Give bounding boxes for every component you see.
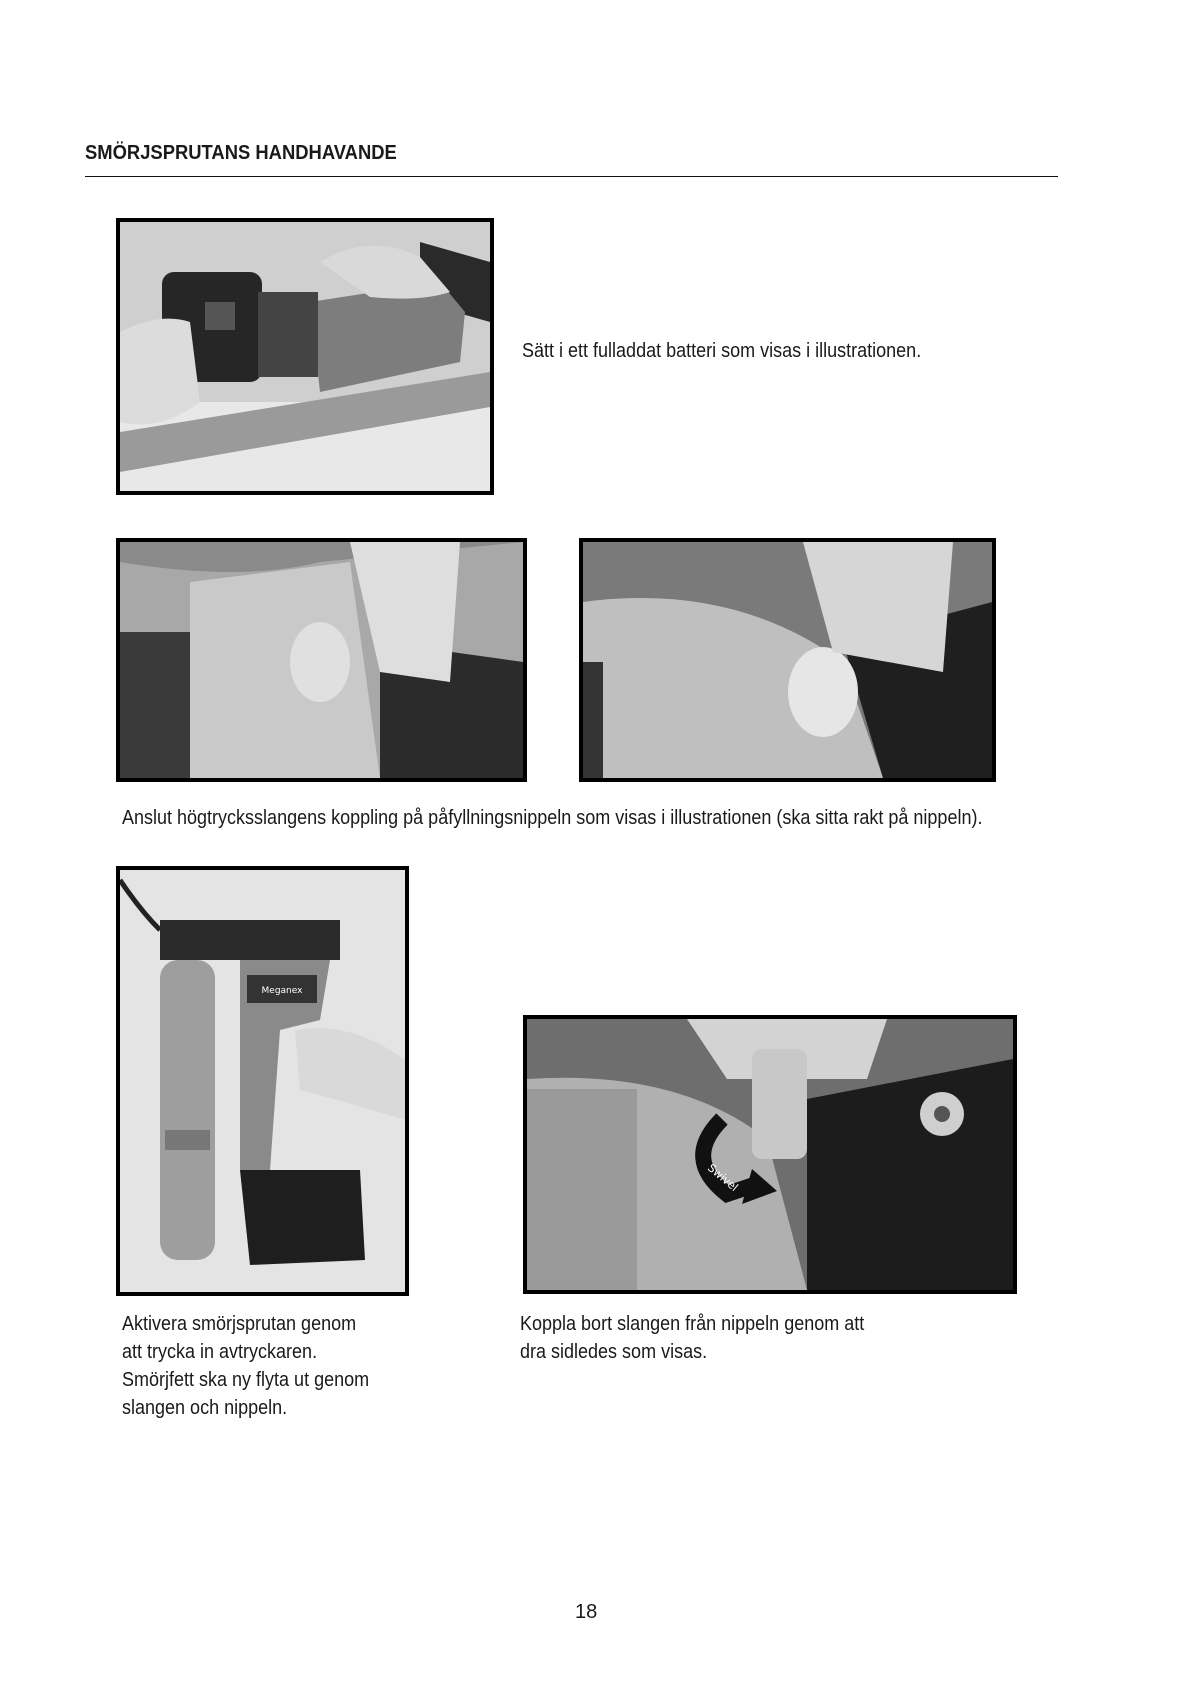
caption-insert-battery: Sätt i ett fulladdat batteri som visas i illustrationen. — [522, 340, 922, 362]
caption-disconnect — [520, 1310, 864, 1366]
swivel-label: Swivel — [705, 1161, 741, 1195]
disconnect-line-2: dra sidledes som visas. — [520, 1341, 708, 1363]
activate-line-4: slangen och nippeln. — [122, 1397, 288, 1419]
title-divider — [85, 176, 1058, 177]
activate-line-1: Aktivera smörjsprutan genom — [122, 1313, 357, 1335]
photo-connect-coupler-left — [116, 538, 527, 782]
page-title: SMÖRJSPRUTANS HANDHAVANDE — [85, 142, 397, 164]
photo-insert-battery — [116, 218, 494, 495]
caption-connect-hose: Anslut högtrycksslangens koppling på påfyllningsnippeln som visas i illustrationen (ska sitta rakt på nippeln). — [122, 807, 983, 829]
disconnect-line-1: Koppla bort slangen från nippeln genom att — [520, 1313, 865, 1335]
brand-label: Meganex — [261, 986, 303, 996]
photo-disconnect-swivel — [523, 1015, 1017, 1294]
caption-activate — [122, 1310, 369, 1422]
page-number: 18 — [575, 1601, 598, 1623]
activate-line-3: Smörjfett ska ny flyta ut genom — [122, 1369, 370, 1391]
photo-activate-grease-gun — [116, 866, 409, 1296]
activate-line-2: att trycka in avtryckaren. — [122, 1341, 318, 1363]
photo-connect-coupler-right — [579, 538, 996, 782]
